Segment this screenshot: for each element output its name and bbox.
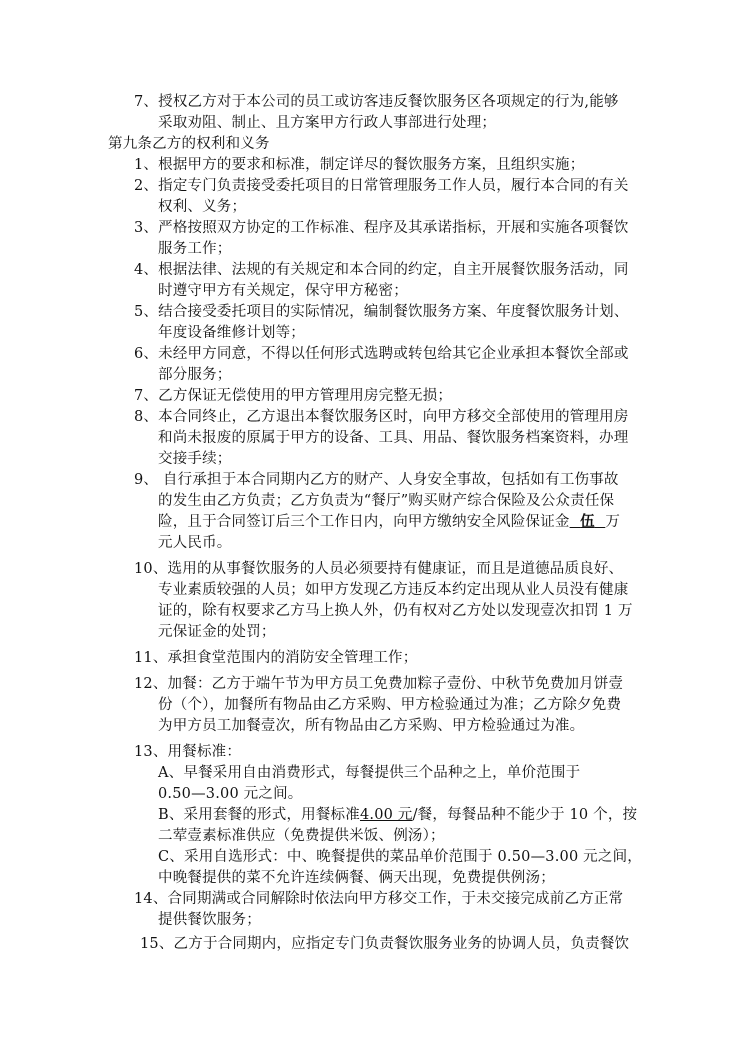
meal-b-line-2: 二荤壹素标准供应（免费提供米饭、例汤）；: [158, 828, 445, 844]
meal-b-line-1: [158, 805, 637, 825]
meal-price-fill: 4.00 元: [359, 807, 413, 823]
duty-11-line-1: 11、承担食堂范围内的消防安全管理工作；: [134, 650, 418, 666]
duty-10-line-3: 证的，除有权要求乙方马上换人外，仍有权对乙方处以发现壹次扣罚 1 万: [158, 603, 633, 619]
meal-c-line-2: 中晚餐提供的菜不允许连续俩餐、俩天出现，免费提供例汤；: [158, 870, 555, 886]
duty-2-line-2: 权利、义务；: [158, 199, 247, 215]
duty-14-line-2: 提供餐饮服务；: [158, 912, 261, 928]
duty-1-line-1: 1、根据甲方的要求和标准，制定详尽的餐饮服务方案，且组织实施；: [134, 157, 585, 173]
clause-7-line-2: 采取劝阻、制止、且方案甲方行政人事部进行处理；: [158, 115, 497, 131]
duty-8-line-2: 和尚未报废的原属于甲方的设备、工具、用品、餐饮服务档案资料，办理: [158, 430, 629, 446]
duty-13-heading: 13、用餐标准：: [134, 744, 242, 760]
duty-8-line-3: 交接手续；: [158, 451, 232, 467]
meal-c-line-1: C、采用自选形式：中、晚餐提供的菜品单价范围于 0.50—3.00 元之间，: [158, 849, 642, 865]
duty-9-line-4: 元人民币。: [158, 535, 232, 551]
duty-6-line-1: 6、未经甲方同意，不得以任何形式选聘或转包给其它企业承担本餐饮全部或: [134, 346, 629, 362]
duty-10-line-2: 专业素质较强的人员；如甲方发现乙方违反本约定出现从业人员没有健康: [158, 582, 629, 598]
duty-3-line-1: 3、严格按照双方协定的工作标准、程序及其承诺指标，开展和实施各项餐饮: [134, 220, 629, 236]
meal-a-line-2: 0.50—3.00 元之间。: [158, 786, 303, 802]
duty-7-line-1: 7、乙方保证无偿使用的甲方管理用房完整无损；: [134, 388, 453, 404]
duty-9-line-2: 的发生由乙方负责；乙方负责为“餐厅”购买财产综合保险及公众责任保: [158, 493, 615, 509]
duty-10-line-4: 元保证金的处罚；: [158, 624, 276, 640]
duty-14-line-1: 14、合同期满或合同解除时依法向甲方移交工作，于未交接完成前乙方正常: [134, 891, 624, 907]
duty-10-line-1: 10、选用的从事餐饮服务的人员必须要持有健康证，而且是道德品质良好、: [134, 561, 624, 577]
meal-a-line-1: A、早餐采用自由消费形式，每餐提供三个品种之上，单价范围于: [158, 765, 581, 781]
duty-2-line-1: 2、指定专门负责接受委托项目的日常管理服务工作人员，履行本合同的有关: [134, 178, 629, 194]
deposit-amount-fill: 伍: [580, 513, 595, 530]
duty-15-line-1: 15、乙方于合同期内，应指定专门负责餐饮服务业务的协调人员，负责餐饮: [140, 936, 630, 952]
duty-6-line-2: 部分服务；: [158, 367, 232, 383]
meal-b-text-1: B、采用套餐的形式，用餐标准: [158, 807, 360, 823]
duty-9-line-3: [158, 512, 620, 532]
duty-3-line-2: 服务工作；: [158, 241, 232, 257]
duty-5-line-2: 年度设备维修计划等；: [158, 325, 305, 341]
duty-12-line-2: 份（个），加餐所有物品由乙方采购、甲方检验通过为准；乙方除夕免费: [158, 697, 622, 713]
duty-8-line-1: 8、本合同终止，乙方退出本餐饮服务区时，向甲方移交全部使用的管理用房: [134, 409, 629, 425]
article-9-heading: 第九条乙方的权利和义务: [108, 136, 270, 152]
duty-4-line-2: 时遵守甲方有关规定，保守甲方秘密；: [158, 283, 408, 299]
duty-12-line-1: 12、加餐：乙方于端午节为甲方员工免费加粽子壹份、中秋节免费加月饼壹: [134, 676, 624, 692]
duty-5-line-1: 5、结合接受委托项目的实际情况，编制餐饮服务方案、年度餐饮服务计划、: [134, 304, 629, 320]
deposit-unit: 万: [605, 514, 621, 530]
duty-4-line-1: 4、根据法律、法规的有关规定和本合同的约定，自主开展餐饮服务活动，同: [134, 262, 629, 278]
duty-12-line-3: 为甲方员工加餐壹次，所有物品由乙方采购、甲方检验通过为准。: [158, 718, 585, 734]
clause-7-line-1: 7、授权乙方对于本公司的员工或访客违反餐饮服务区各项规定的行为,能够: [134, 94, 619, 110]
duty-9-line-3-text: 险，且于合同签订后三个工作日内，向甲方缴纳安全风险保证金: [158, 514, 570, 530]
meal-b-text-2: /餐，每餐品种不能少于 10 个，按: [412, 807, 638, 823]
duty-9-line-1: 9、 自行承担于本合同期内乙方的财产、人身安全事故，包括如有工伤事故: [134, 472, 619, 488]
